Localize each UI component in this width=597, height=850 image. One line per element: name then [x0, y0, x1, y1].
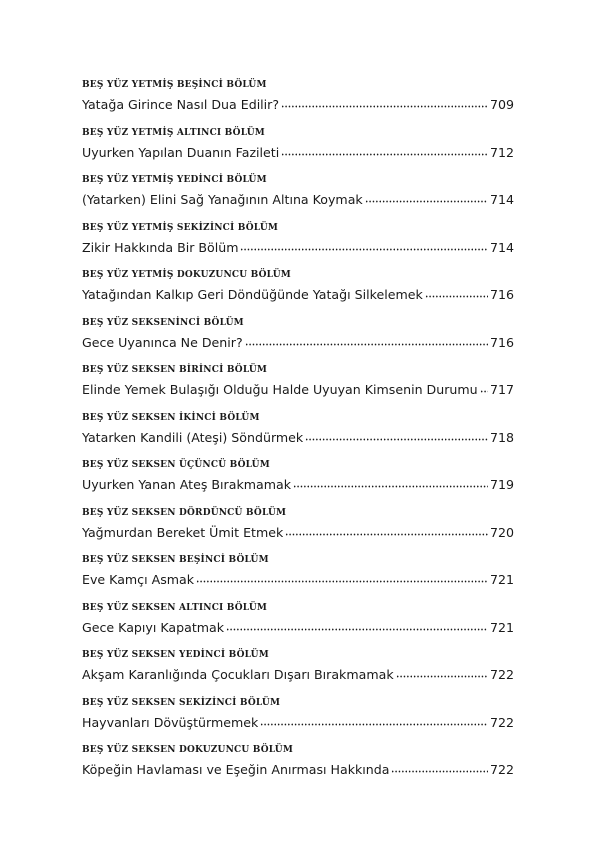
toc-entry	[82, 409, 514, 457]
chapter-title: Elinde Yemek Bulaşığı Olduğu Halde Uyuyan Kimsenin Durumu	[82, 382, 478, 397]
toc-entry	[82, 266, 514, 314]
chapter-title: Zikir Hakkında Bir Bölüm	[82, 239, 239, 255]
chapter-title: Uyurken Yanan Ateş Bırakmamak	[82, 477, 292, 492]
chapter-heading: BEŞ YÜZ SEKSEN BİRİNCİ BÖLÜM	[82, 365, 268, 375]
page-number: 718	[489, 429, 514, 445]
chapter-heading: BEŞ YÜZ SEKSENİNCİ BÖLÜM	[82, 317, 244, 328]
toc-entry	[82, 171, 514, 219]
page-number: 716	[489, 287, 514, 302]
toc-line[interactable]	[82, 618, 514, 638]
chapter-heading: BEŞ YÜZ SEKSEN SEKİZİNCİ BÖLÜM	[82, 697, 281, 708]
page-number: 712	[489, 144, 514, 160]
toc-entry	[82, 76, 514, 124]
chapter-heading: BEŞ YÜZ SEKSEN YEDİNCİ BÖLÜM	[82, 650, 269, 660]
toc-entry	[82, 456, 514, 504]
dot-leader	[425, 295, 488, 298]
page-number: 716	[489, 334, 514, 350]
toc-line[interactable]	[82, 333, 514, 353]
toc-entry	[82, 694, 514, 742]
toc-entry	[82, 646, 514, 694]
chapter-title: Gece Kapıyı Kapatmak	[82, 619, 225, 635]
chapter-heading: BEŞ YÜZ YETMİŞ BEŞİNCİ BÖLÜM	[82, 80, 267, 90]
chapter-title: Gece Uyanınca Ne Denir?	[82, 334, 243, 350]
toc-entry	[82, 124, 514, 172]
toc-entry	[82, 219, 514, 267]
dot-leader	[245, 343, 488, 346]
page-number: 719	[489, 477, 514, 492]
chapter-title: Uyurken Yapılan Duanın Fazileti	[82, 144, 280, 160]
toc-line[interactable]	[82, 428, 514, 448]
page-number: 714	[489, 192, 514, 207]
toc-line[interactable]	[82, 570, 514, 590]
dot-leader	[305, 438, 488, 441]
chapter-title: Yatarken Kandili (Ateşi) Söndürmek	[82, 429, 304, 445]
toc-line[interactable]	[82, 238, 514, 258]
chapter-heading: BEŞ YÜZ SEKSEN İKİNCİ BÖLÜM	[82, 412, 260, 423]
toc-line[interactable]	[82, 523, 514, 543]
chapter-title: Yatağından Kalkıp Geri Döndüğünde Yatağı Silkelemek	[82, 287, 423, 302]
page-number: 714	[489, 239, 514, 255]
page-number: 722	[489, 667, 514, 682]
chapter-title: Hayvanları Dövüştürmemek	[82, 714, 259, 730]
toc-line[interactable]	[82, 713, 514, 733]
chapter-heading: BEŞ YÜZ YETMİŞ SEKİZİNCİ BÖLÜM	[82, 222, 279, 233]
dot-leader	[196, 580, 488, 583]
chapter-heading: BEŞ YÜZ YETMİŞ ALTINCI BÖLÜM	[82, 127, 265, 138]
toc-line[interactable]	[82, 665, 514, 685]
dot-leader	[260, 723, 488, 726]
dot-leader	[293, 485, 488, 488]
chapter-heading: BEŞ YÜZ YETMİŞ DOKUZUNCU BÖLÜM	[82, 270, 291, 280]
toc-line[interactable]	[82, 760, 514, 780]
dot-leader	[281, 153, 488, 156]
page-number: 721	[489, 572, 514, 587]
chapter-heading: BEŞ YÜZ SEKSEN DÖRDÜNCÜ BÖLÜM	[82, 507, 287, 518]
toc-entry	[82, 741, 514, 789]
dot-leader	[480, 390, 488, 393]
table-of-contents	[82, 76, 514, 789]
chapter-heading: BEŞ YÜZ SEKSEN ALTINCI BÖLÜM	[82, 602, 268, 613]
dot-leader	[281, 105, 488, 108]
page-number: 720	[489, 524, 514, 540]
toc-entry	[82, 504, 514, 552]
dot-leader	[391, 770, 487, 773]
chapter-heading: BEŞ YÜZ SEKSEN ÜÇÜNCÜ BÖLÜM	[82, 460, 270, 470]
dot-leader	[226, 628, 488, 631]
toc-entry	[82, 314, 514, 362]
chapter-title: Eve Kamçı Asmak	[82, 572, 195, 587]
page-number: 721	[489, 619, 514, 635]
dot-leader	[396, 675, 488, 678]
toc-line[interactable]	[82, 143, 514, 163]
page-number: 722	[489, 762, 514, 777]
dot-leader	[285, 533, 488, 536]
dot-leader	[240, 248, 487, 251]
chapter-title: Yatağa Girince Nasıl Dua Edilir?	[82, 97, 280, 112]
toc-entry	[82, 599, 514, 647]
chapter-title: Köpeğin Havlaması ve Eşeğin Anırması Hakkında	[82, 762, 390, 777]
chapter-title: Yağmurdan Bereket Ümit Etmek	[82, 524, 284, 540]
page-number: 709	[489, 97, 514, 112]
chapter-heading: BEŞ YÜZ SEKSEN DOKUZUNCU BÖLÜM	[82, 745, 294, 755]
toc-line[interactable]	[82, 190, 514, 210]
page-number: 722	[489, 714, 514, 730]
chapter-title: Akşam Karanlığında Çocukları Dışarı Bırakmamak	[82, 667, 394, 682]
page-number: 717	[489, 382, 514, 397]
toc-entry	[82, 551, 514, 599]
dot-leader	[365, 200, 488, 203]
chapter-heading: BEŞ YÜZ YETMİŞ YEDİNCİ BÖLÜM	[82, 175, 267, 185]
toc-entry	[82, 361, 514, 409]
toc-line[interactable]	[82, 475, 514, 495]
toc-line[interactable]	[82, 285, 514, 305]
toc-line[interactable]	[82, 380, 514, 400]
toc-line[interactable]	[82, 95, 514, 115]
chapter-title: (Yatarken) Elini Sağ Yanağının Altına Koymak	[82, 192, 363, 207]
chapter-heading: BEŞ YÜZ SEKSEN BEŞİNCİ BÖLÜM	[82, 555, 269, 565]
